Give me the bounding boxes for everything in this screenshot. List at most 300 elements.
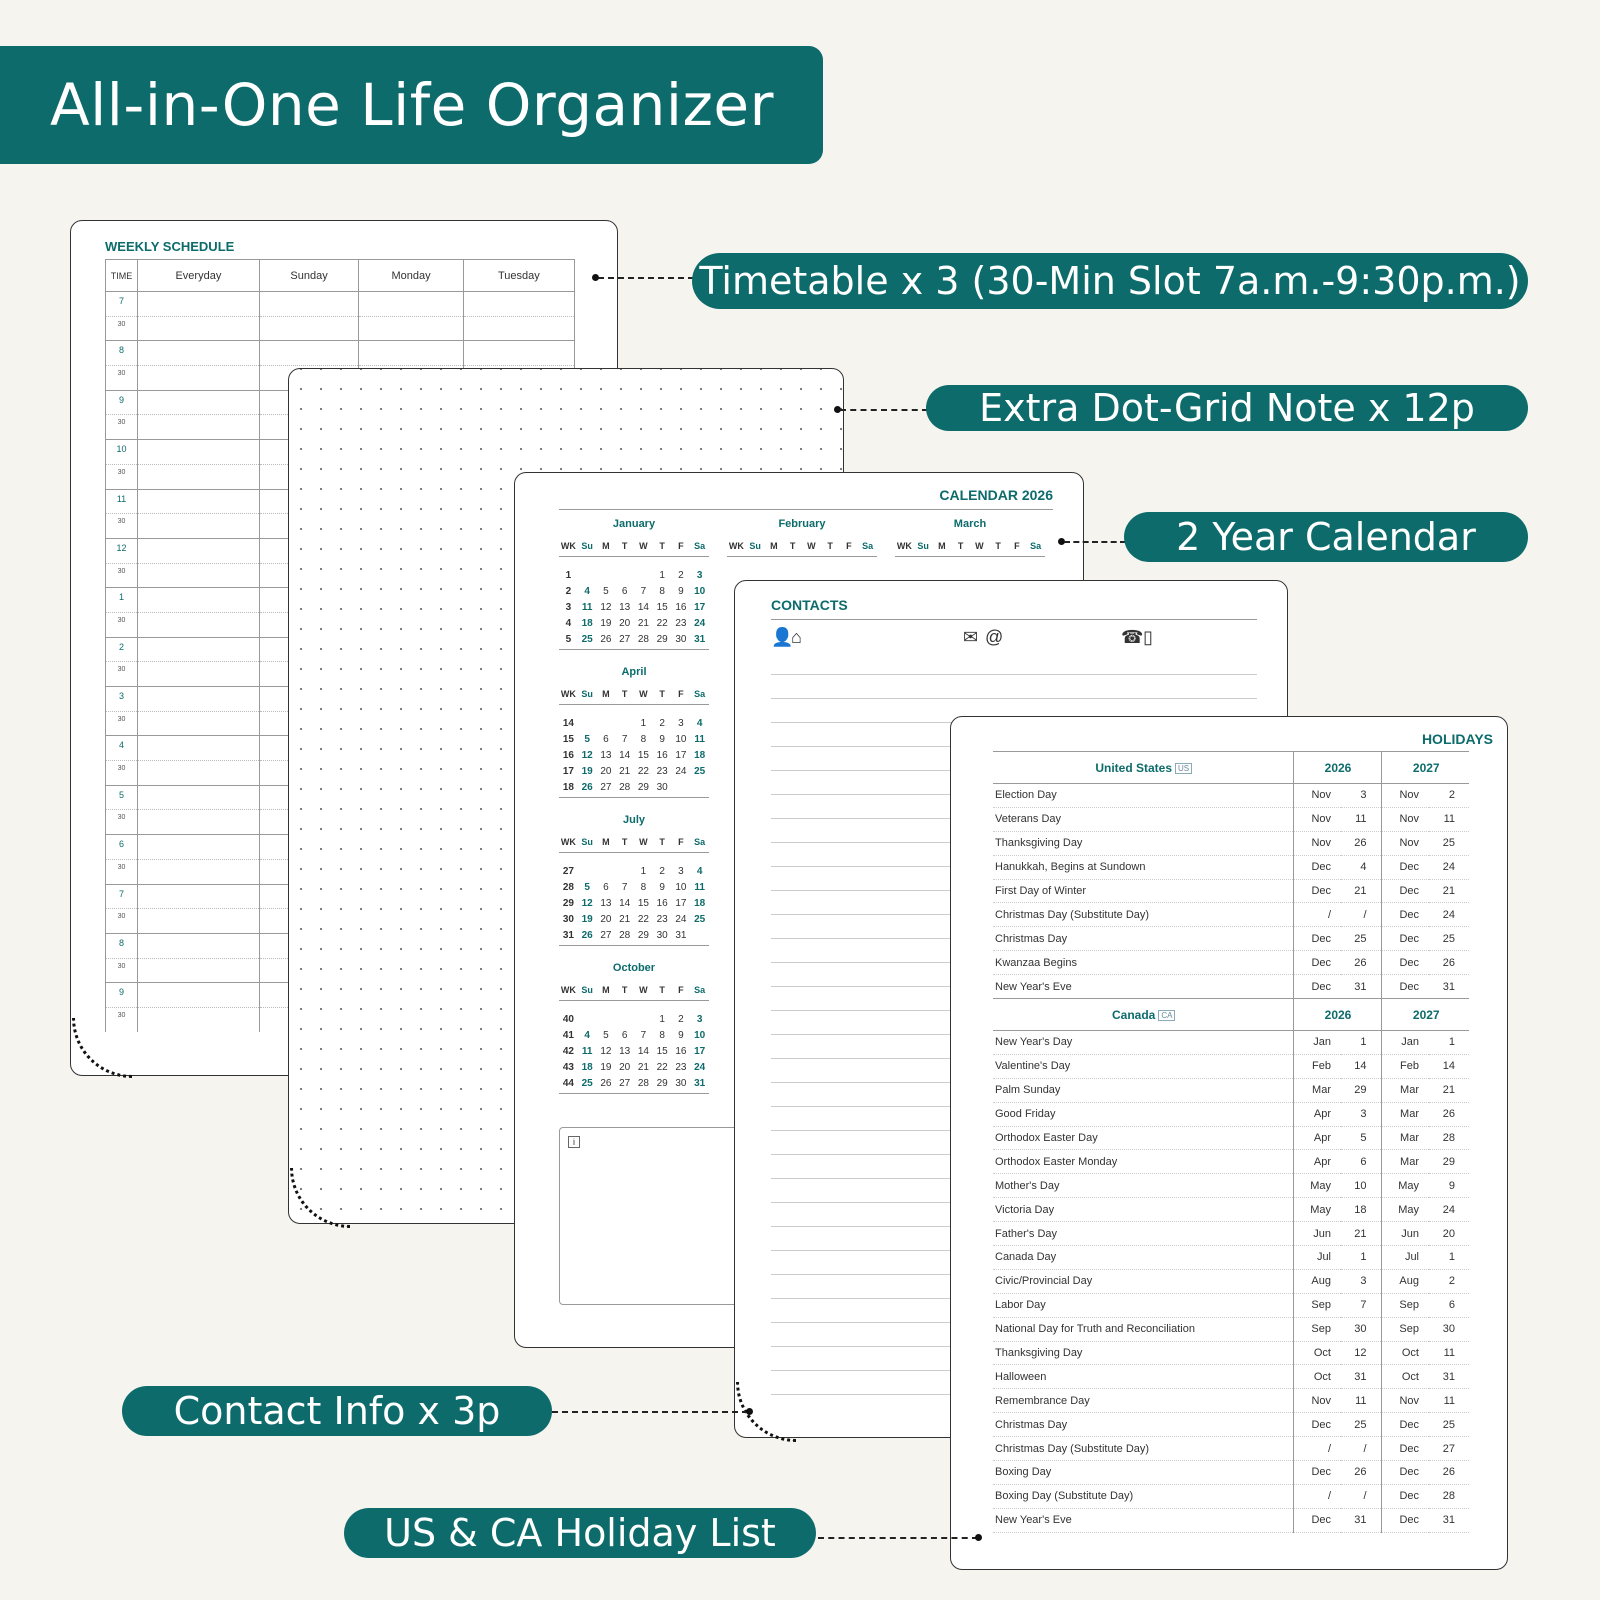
holiday-country-cell bbox=[993, 999, 1293, 1031]
calendar-day: 27 bbox=[619, 634, 631, 645]
calendar-day: 18 bbox=[694, 898, 706, 909]
calendar-day: 19 bbox=[600, 1062, 612, 1073]
dotgrid-label bbox=[926, 385, 1528, 431]
holiday-month: Jul bbox=[1293, 1246, 1341, 1270]
holiday-month: Nov bbox=[1293, 807, 1341, 831]
weekly-slot-cell bbox=[138, 440, 260, 465]
holidays-page bbox=[950, 716, 1508, 1570]
calendar-day: 9 bbox=[659, 882, 665, 893]
weekly-slot-cell bbox=[138, 662, 260, 687]
calendar-day: 11 bbox=[694, 882, 705, 893]
holiday-day: 18 bbox=[1341, 1198, 1381, 1222]
holiday-month: Jan bbox=[1381, 1031, 1429, 1055]
holiday-day: 4 bbox=[1341, 855, 1381, 879]
weekly-hour-label: 9 bbox=[106, 390, 138, 415]
holiday-row bbox=[993, 855, 1469, 879]
holiday-month: Apr bbox=[1293, 1150, 1341, 1174]
weekly-slot-cell bbox=[138, 933, 260, 958]
holiday-row bbox=[993, 903, 1469, 927]
weekly-slot-cell bbox=[463, 316, 574, 341]
holiday-day: 14 bbox=[1341, 1054, 1381, 1078]
calendar-day: 1 bbox=[640, 718, 647, 729]
holiday-month: Aug bbox=[1293, 1269, 1341, 1293]
weekly-hour-label: 12 bbox=[106, 538, 138, 563]
holiday-day: 11 bbox=[1429, 807, 1469, 831]
calendar-weekday: M bbox=[602, 836, 610, 847]
weekly-half-hour-label: 30 bbox=[106, 316, 138, 341]
calendar-day: 11 bbox=[694, 734, 705, 745]
calendar-day: 4 bbox=[584, 1030, 590, 1041]
weekly-hour-label: 8 bbox=[106, 933, 138, 958]
calendar-weekday-header bbox=[727, 535, 877, 557]
weekly-half-hour-label: 30 bbox=[106, 1007, 138, 1032]
calendar-day: 22 bbox=[656, 618, 668, 629]
calendar-day: 12 bbox=[581, 750, 593, 761]
calendar-weekday: T bbox=[659, 688, 665, 699]
calendar-weekday: T bbox=[659, 836, 665, 847]
calendar-month bbox=[559, 955, 709, 1094]
calendar-day: 6 bbox=[621, 1030, 628, 1041]
calendar-day: 28 bbox=[619, 930, 631, 941]
holidays-label bbox=[344, 1508, 816, 1558]
calendar-day: 30 bbox=[675, 634, 687, 645]
calendar-weekday: W bbox=[639, 688, 648, 699]
weekly-half-hour-label: 30 bbox=[106, 662, 138, 687]
holiday-day: 26 bbox=[1341, 1461, 1381, 1485]
calendar-day: 26 bbox=[581, 930, 593, 941]
calendar-day: 23 bbox=[675, 1062, 687, 1073]
weekly-half-hour-label: 30 bbox=[106, 810, 138, 835]
calendar-day: 19 bbox=[581, 766, 593, 777]
calendar-day bbox=[634, 569, 653, 582]
holiday-month: Dec bbox=[1381, 879, 1429, 903]
calendar-month-name: April bbox=[621, 666, 647, 678]
calendar-day: 24 bbox=[675, 766, 687, 777]
holiday-day: 10 bbox=[1341, 1174, 1381, 1198]
calendar-day: 27 bbox=[600, 930, 612, 941]
calendar-week-number: 29 bbox=[562, 898, 574, 909]
calendar-day: 27 bbox=[619, 1078, 631, 1089]
holiday-row bbox=[993, 1126, 1469, 1150]
holiday-day: 26 bbox=[1429, 951, 1469, 975]
holiday-row bbox=[993, 1198, 1469, 1222]
calendar-month bbox=[559, 659, 709, 798]
calendar-day: 19 bbox=[600, 618, 612, 629]
holiday-month: May bbox=[1293, 1198, 1341, 1222]
weekly-half-hour-label: 30 bbox=[106, 711, 138, 736]
holiday-row bbox=[993, 784, 1469, 808]
weekly-slot-cell bbox=[138, 884, 260, 909]
weekly-half-hour-label: 30 bbox=[106, 464, 138, 489]
weekly-slot-cell bbox=[138, 341, 260, 366]
holiday-month: Nov bbox=[1293, 831, 1341, 855]
holiday-month: Jan bbox=[1293, 1031, 1341, 1055]
calendar-title-rule bbox=[559, 509, 1053, 510]
calendar-weekday: Sa bbox=[694, 984, 706, 995]
holiday-month: Jun bbox=[1293, 1222, 1341, 1246]
holiday-month: Dec bbox=[1293, 879, 1341, 903]
weekly-hour-label: 5 bbox=[106, 785, 138, 810]
weekly-half-hour-label: 30 bbox=[106, 761, 138, 786]
calendar-day: 5 bbox=[584, 882, 590, 893]
holiday-name: Remembrance Day bbox=[993, 1389, 1293, 1413]
holiday-day: 26 bbox=[1429, 1461, 1469, 1485]
holiday-day: 1 bbox=[1341, 1031, 1381, 1055]
holiday-row bbox=[993, 1054, 1469, 1078]
weekly-half-hour-label: 30 bbox=[106, 366, 138, 391]
calendar-day: 1 bbox=[640, 866, 647, 877]
holiday-row bbox=[993, 1078, 1469, 1102]
calendar-day-grid bbox=[559, 717, 709, 798]
holiday-row bbox=[993, 1389, 1469, 1413]
weekly-hour-label: 10 bbox=[106, 440, 138, 465]
calendar-weekday: Su bbox=[581, 540, 593, 551]
weekly-slot-cell bbox=[138, 637, 260, 662]
calendar-day: 7 bbox=[621, 734, 628, 745]
calendar-day: 12 bbox=[600, 1046, 612, 1057]
calendar-day: 26 bbox=[600, 1078, 612, 1089]
calendar-weekday-header bbox=[559, 979, 709, 1001]
calendar-day: 10 bbox=[694, 586, 706, 597]
holiday-name: National Day for Truth and Reconciliation bbox=[993, 1317, 1293, 1341]
calendar-day: 18 bbox=[694, 750, 706, 761]
calendar-month-name: January bbox=[612, 518, 656, 530]
calendar-weekday: Su bbox=[917, 540, 929, 551]
calendar-week-number: 2 bbox=[565, 586, 572, 597]
calendar-weekday: W bbox=[639, 836, 648, 847]
calendar-day bbox=[578, 1013, 597, 1026]
weekly-hour-row bbox=[106, 292, 575, 317]
holiday-name: Veterans Day bbox=[993, 807, 1293, 831]
holiday-name: Thanksgiving Day bbox=[993, 831, 1293, 855]
holiday-day: 25 bbox=[1341, 1413, 1381, 1437]
holiday-day: 31 bbox=[1429, 1365, 1469, 1389]
holiday-day: 2 bbox=[1429, 1269, 1469, 1293]
calendar-month bbox=[559, 511, 709, 650]
calendar-weekday-header bbox=[559, 683, 709, 705]
holiday-name: Boxing Day (Substitute Day) bbox=[993, 1484, 1293, 1508]
calendar-day: 17 bbox=[675, 898, 687, 909]
calendar-week-number: 15 bbox=[562, 734, 574, 745]
holiday-month: Dec bbox=[1293, 1413, 1341, 1437]
holiday-month: Feb bbox=[1293, 1054, 1341, 1078]
calendar-day: 31 bbox=[694, 1078, 706, 1089]
holiday-day: / bbox=[1341, 1437, 1381, 1461]
banner-title: All-in-One Life Organizer bbox=[0, 46, 823, 164]
calendar-day: 29 bbox=[656, 1078, 668, 1089]
dotgrid-label-text: Extra Dot-Grid Note x 12p bbox=[979, 386, 1475, 430]
calendar-week-number: 30 bbox=[562, 914, 574, 925]
holiday-day: 1 bbox=[1341, 1246, 1381, 1270]
calendar-weekday: W bbox=[639, 984, 648, 995]
info-icon: i bbox=[568, 1136, 580, 1148]
weekly-slot-cell bbox=[359, 341, 463, 366]
holiday-month: Dec bbox=[1381, 927, 1429, 951]
holiday-month: / bbox=[1293, 1484, 1341, 1508]
at-icon: @ bbox=[985, 627, 1004, 647]
holiday-name: New Year's Eve bbox=[993, 1508, 1293, 1532]
calendar-day: 15 bbox=[637, 750, 649, 761]
holiday-name: Canada Day bbox=[993, 1246, 1293, 1270]
calendar-day: 19 bbox=[581, 914, 593, 925]
connector-line bbox=[598, 277, 694, 279]
holiday-day: 11 bbox=[1341, 807, 1381, 831]
calendar-day: 26 bbox=[581, 782, 593, 793]
holiday-month: Oct bbox=[1293, 1341, 1341, 1365]
holiday-name: First Day of Winter bbox=[993, 879, 1293, 903]
calendar-month bbox=[727, 511, 877, 557]
calendar-day: 12 bbox=[581, 898, 593, 909]
calendar-day: 22 bbox=[656, 1062, 668, 1073]
weekly-slot-cell bbox=[138, 514, 260, 539]
holiday-month: Dec bbox=[1293, 975, 1341, 999]
holiday-day: 6 bbox=[1341, 1150, 1381, 1174]
weekly-slot-cell bbox=[138, 736, 260, 761]
calendar-day: 28 bbox=[637, 634, 649, 645]
calendar-day: 9 bbox=[659, 734, 665, 745]
holiday-name: Boxing Day bbox=[993, 1461, 1293, 1485]
holiday-row bbox=[993, 951, 1469, 975]
holiday-day: 24 bbox=[1429, 903, 1469, 927]
weekly-slot-cell bbox=[138, 983, 260, 1008]
weekly-slot-cell bbox=[138, 1007, 260, 1032]
weekly-half-hour-label: 30 bbox=[106, 859, 138, 884]
calendar-weekday: W bbox=[639, 540, 648, 551]
holidays-title: HOLIDAYS bbox=[1421, 731, 1493, 747]
holiday-month: Dec bbox=[1381, 1437, 1429, 1461]
calendar-week-number: 4 bbox=[565, 618, 572, 629]
calendar-day: 29 bbox=[637, 782, 649, 793]
holiday-name: Mother's Day bbox=[993, 1174, 1293, 1198]
calendar-month-name: July bbox=[622, 814, 645, 826]
calendar-weekday: F bbox=[846, 540, 852, 551]
weekly-slot-cell bbox=[138, 464, 260, 489]
calendar-weekday: T bbox=[621, 836, 628, 847]
calendar-week-number: 18 bbox=[562, 782, 574, 793]
holiday-month: Dec bbox=[1381, 903, 1429, 927]
calendar-note-box bbox=[559, 1127, 759, 1305]
calendar-week-number: 1 bbox=[565, 570, 572, 581]
calendar-day: 5 bbox=[603, 586, 609, 597]
weekly-column-header: Sunday bbox=[259, 260, 359, 292]
calendar-weekday-header bbox=[559, 831, 709, 853]
weekly-slot-cell bbox=[259, 316, 359, 341]
weekly-slot-cell bbox=[138, 909, 260, 934]
calendar-week-number: 16 bbox=[562, 750, 574, 761]
holiday-month: Nov bbox=[1381, 807, 1429, 831]
calendar-week-number: 31 bbox=[562, 930, 574, 941]
holiday-row bbox=[993, 927, 1469, 951]
holiday-row bbox=[993, 975, 1469, 999]
holiday-day: 31 bbox=[1341, 1508, 1381, 1532]
calendar-day: 13 bbox=[600, 750, 612, 761]
holiday-day: 25 bbox=[1341, 927, 1381, 951]
calendar-day bbox=[615, 1013, 634, 1026]
holiday-name: Orthodox Easter Day bbox=[993, 1126, 1293, 1150]
weekly-half-hour-label: 30 bbox=[106, 514, 138, 539]
holiday-name: Palm Sunday bbox=[993, 1078, 1293, 1102]
holiday-row bbox=[993, 1508, 1469, 1532]
calendar-weekday: WK bbox=[560, 540, 576, 551]
calendar-weekday: Sa bbox=[694, 540, 706, 551]
weekly-slot-cell bbox=[138, 612, 260, 637]
holiday-row bbox=[993, 1174, 1469, 1198]
calendar-day: 17 bbox=[694, 602, 706, 613]
calendar-day: 14 bbox=[637, 602, 649, 613]
calendar-day bbox=[615, 717, 634, 730]
calendar-day: 2 bbox=[659, 718, 665, 729]
contacts-label-text: Contact Info x 3p bbox=[173, 1389, 501, 1433]
calendar-day: 28 bbox=[619, 782, 631, 793]
holiday-month: Mar bbox=[1381, 1102, 1429, 1126]
calendar-day: 21 bbox=[637, 618, 649, 629]
holiday-name: Civic/Provincial Day bbox=[993, 1269, 1293, 1293]
holiday-month: Sep bbox=[1293, 1317, 1341, 1341]
calendar-weekday: M bbox=[938, 540, 946, 551]
holiday-name: New Year's Day bbox=[993, 1031, 1293, 1055]
holiday-month: / bbox=[1293, 1437, 1341, 1461]
calendar-day: 6 bbox=[621, 586, 628, 597]
calendar-day: 15 bbox=[656, 1046, 668, 1057]
calendar-day: 3 bbox=[696, 570, 703, 581]
calendar-weekday: T bbox=[789, 540, 796, 551]
calendar-week-number: 40 bbox=[562, 1014, 574, 1025]
calendar-day: 15 bbox=[637, 898, 649, 909]
calendar-day bbox=[578, 569, 597, 582]
holiday-day: 26 bbox=[1341, 831, 1381, 855]
calendar-month-name: February bbox=[778, 518, 826, 530]
calendar-day: 1 bbox=[659, 1014, 665, 1025]
calendar-day: 30 bbox=[656, 782, 668, 793]
holiday-day: 24 bbox=[1429, 855, 1469, 879]
holiday-month: / bbox=[1293, 903, 1341, 927]
calendar-week-number: 41 bbox=[562, 1030, 574, 1041]
calendar-weekday: M bbox=[602, 984, 610, 995]
holiday-country-name: United States bbox=[1095, 760, 1173, 775]
calendar-weekday: F bbox=[678, 688, 684, 699]
calendar-day bbox=[597, 569, 616, 582]
calendar-day: 16 bbox=[675, 1046, 687, 1057]
calendar-day bbox=[578, 865, 597, 878]
calendar-day: 23 bbox=[675, 618, 687, 629]
holiday-name: Labor Day bbox=[993, 1293, 1293, 1317]
holiday-day: 11 bbox=[1429, 1389, 1469, 1413]
calendar-weekday: T bbox=[957, 540, 964, 551]
weekly-hour-label: 6 bbox=[106, 835, 138, 860]
calendar-day: 24 bbox=[675, 914, 687, 925]
calendar-day: 10 bbox=[694, 1030, 706, 1041]
timetable-label bbox=[692, 253, 1528, 309]
holiday-row bbox=[993, 1269, 1469, 1293]
holiday-year-header: 2027 bbox=[1381, 999, 1469, 1031]
calendar-weekday-header bbox=[895, 535, 1045, 557]
holiday-row bbox=[993, 1437, 1469, 1461]
calendar-day: 3 bbox=[696, 1014, 703, 1025]
holiday-day: 30 bbox=[1341, 1317, 1381, 1341]
calendar-day: 11 bbox=[581, 1046, 593, 1057]
calendar-day: 3 bbox=[678, 866, 684, 877]
calendar-weekday: Su bbox=[581, 984, 593, 995]
calendar-day: 21 bbox=[619, 766, 631, 777]
weekly-slot-cell bbox=[138, 810, 260, 835]
holiday-day: 3 bbox=[1341, 1269, 1381, 1293]
weekly-slot-cell bbox=[138, 292, 260, 317]
connector-dot bbox=[746, 1408, 753, 1415]
holiday-month: Mar bbox=[1381, 1150, 1429, 1174]
mail-icon: ✉ bbox=[963, 627, 979, 647]
weekly-slot-cell bbox=[138, 366, 260, 391]
weekly-hour-label: 3 bbox=[106, 687, 138, 712]
calendar-day: 14 bbox=[637, 1046, 649, 1057]
calendar-day: 9 bbox=[678, 586, 684, 597]
calendar-day: 20 bbox=[619, 618, 631, 629]
holiday-month: Dec bbox=[1293, 951, 1341, 975]
calendar-weekday: T bbox=[995, 540, 1001, 551]
holiday-day: 27 bbox=[1429, 1437, 1469, 1461]
holiday-day: 29 bbox=[1341, 1078, 1381, 1102]
calendar-day: 22 bbox=[637, 766, 649, 777]
holiday-name: Christmas Day bbox=[993, 1413, 1293, 1437]
calendar-weekday-header bbox=[559, 535, 709, 557]
holiday-day: 1 bbox=[1429, 1031, 1469, 1055]
holiday-month: Oct bbox=[1381, 1341, 1429, 1365]
weekly-slot-cell bbox=[138, 835, 260, 860]
weekly-slot-cell bbox=[138, 316, 260, 341]
calendar-weekday: T bbox=[621, 984, 628, 995]
calendar-day-grid bbox=[559, 569, 709, 650]
calendar-day: 13 bbox=[600, 898, 612, 909]
holiday-row bbox=[993, 1246, 1469, 1270]
calendar-day: 13 bbox=[619, 602, 631, 613]
calendar-month-name: March bbox=[953, 518, 987, 530]
holiday-row bbox=[993, 1293, 1469, 1317]
holiday-month: May bbox=[1381, 1198, 1429, 1222]
holiday-day: 3 bbox=[1341, 784, 1381, 808]
weekly-slot-cell bbox=[138, 538, 260, 563]
calendar-day: 17 bbox=[694, 1046, 706, 1057]
weekly-slot-cell bbox=[138, 563, 260, 588]
calendar-day: 18 bbox=[581, 618, 593, 629]
weekly-slot-cell bbox=[259, 341, 359, 366]
calendar-day: 7 bbox=[640, 586, 647, 597]
holiday-day: / bbox=[1341, 1484, 1381, 1508]
holiday-month: Dec bbox=[1381, 951, 1429, 975]
calendar-day: 5 bbox=[584, 734, 590, 745]
holiday-month: Nov bbox=[1293, 784, 1341, 808]
calendar-week-number: 28 bbox=[562, 882, 574, 893]
calendar-day: 26 bbox=[600, 634, 612, 645]
calendar-day: 2 bbox=[659, 866, 665, 877]
weekly-column-header: Everyday bbox=[138, 260, 260, 292]
calendar-day bbox=[597, 1013, 616, 1026]
calendar-day: 1 bbox=[659, 570, 665, 581]
calendar-day: 7 bbox=[640, 1030, 647, 1041]
weekly-half-hour-row bbox=[106, 316, 575, 341]
holiday-name: Father's Day bbox=[993, 1222, 1293, 1246]
holiday-day: 21 bbox=[1429, 1078, 1469, 1102]
person-icon: 👤 bbox=[771, 627, 794, 647]
calendar-day: 30 bbox=[675, 1078, 687, 1089]
calendar-weekday: W bbox=[975, 540, 984, 551]
calendar-week-number: 5 bbox=[565, 634, 572, 645]
calendar-weekday: WK bbox=[560, 984, 576, 995]
calendar-day: 13 bbox=[619, 1046, 631, 1057]
calendar-day: 8 bbox=[640, 734, 647, 745]
holiday-day: 31 bbox=[1341, 975, 1381, 999]
calendar-day bbox=[690, 781, 709, 794]
weekly-half-hour-label: 30 bbox=[106, 612, 138, 637]
holiday-month: Nov bbox=[1293, 1389, 1341, 1413]
